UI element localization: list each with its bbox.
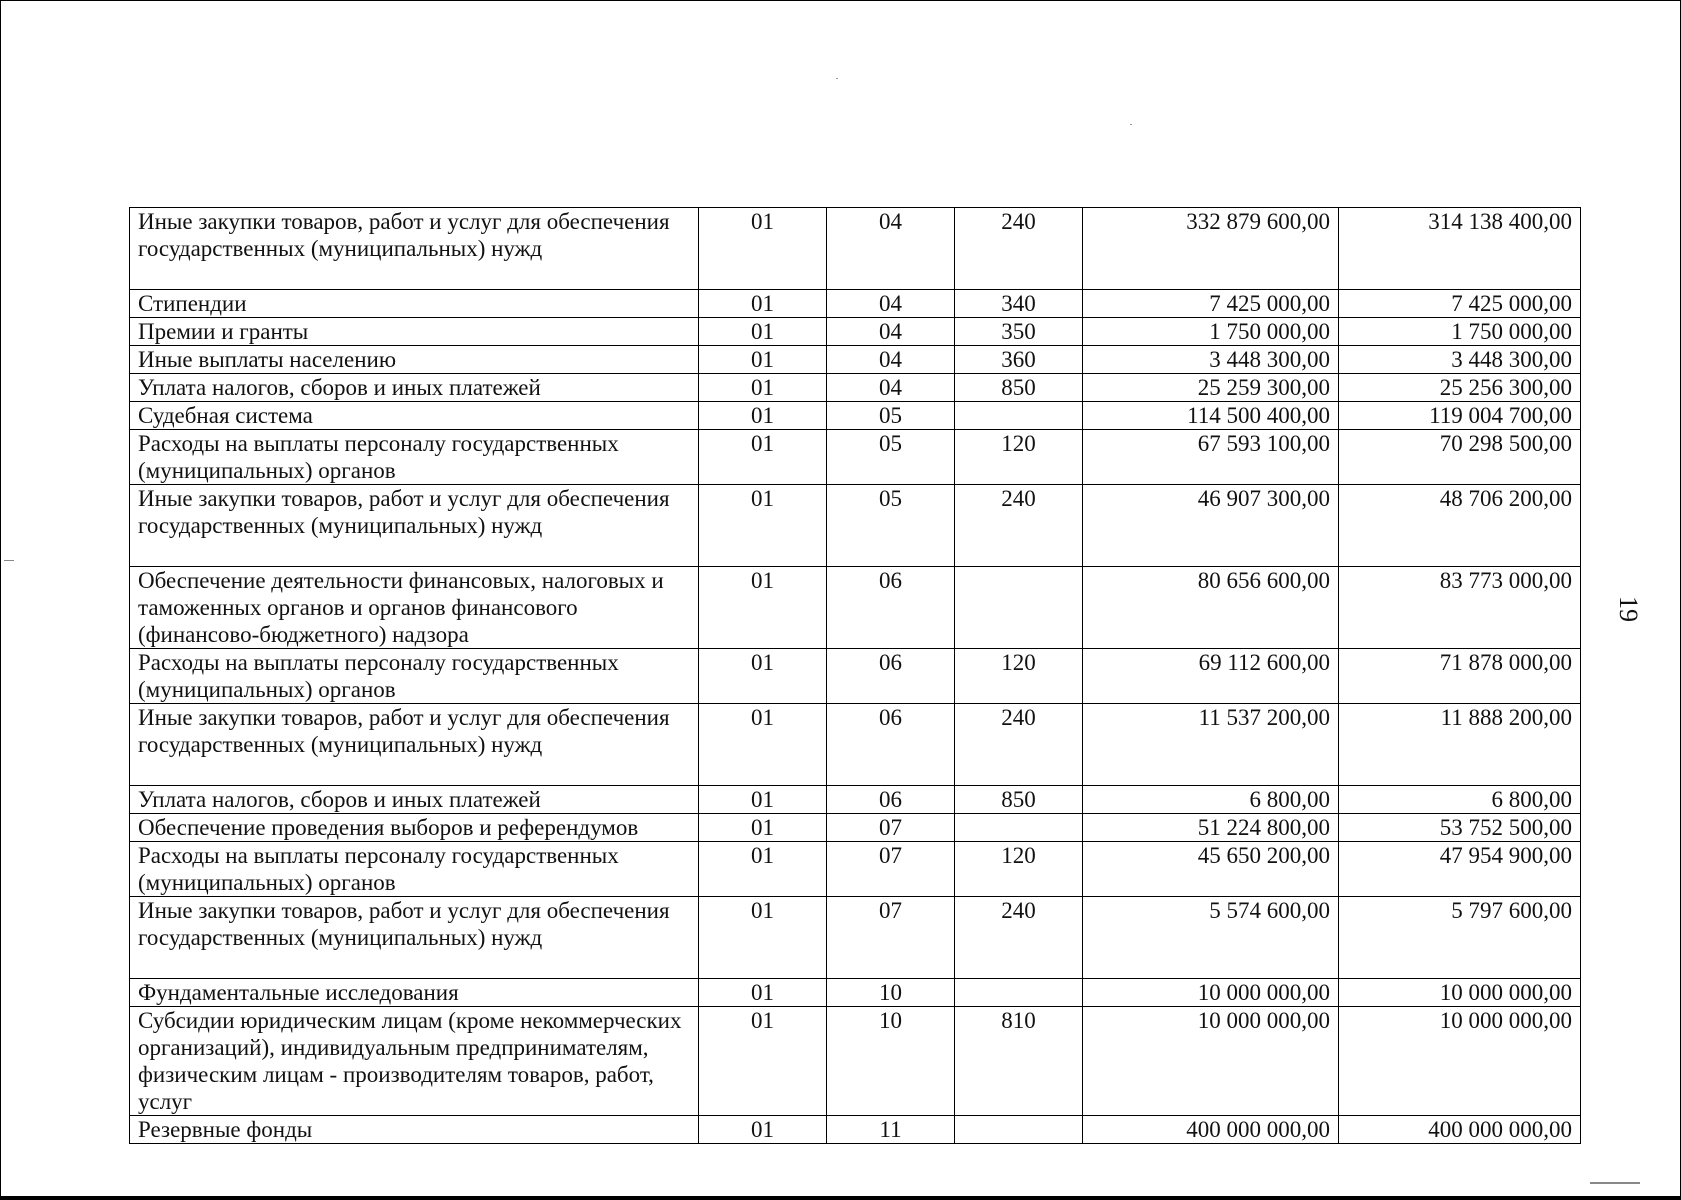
- row-subsection-code: 10: [827, 979, 955, 1007]
- row-amount-2: 400 000 000,00: [1339, 1116, 1581, 1144]
- row-amount-1: 11 537 200,00: [1083, 704, 1339, 786]
- row-subsection-code: 06: [827, 649, 955, 704]
- table-row: [130, 290, 1581, 318]
- row-name: Судебная система: [130, 402, 699, 430]
- table-row: [130, 208, 1581, 290]
- row-amount-1: 400 000 000,00: [1083, 1116, 1339, 1144]
- row-subsection-code: 10: [827, 1007, 955, 1116]
- row-amount-2: 47 954 900,00: [1339, 842, 1581, 897]
- table-row: [130, 1007, 1581, 1116]
- row-amount-2: 6 800,00: [1339, 786, 1581, 814]
- row-expense-type-code: [955, 402, 1083, 430]
- table-row: [130, 1116, 1581, 1144]
- row-subsection-code: 11: [827, 1116, 955, 1144]
- table-row: [130, 485, 1581, 567]
- row-subsection-code: 04: [827, 208, 955, 290]
- row-expense-type-code: 810: [955, 1007, 1083, 1116]
- table-row: [130, 897, 1581, 979]
- table-row: [130, 649, 1581, 704]
- row-expense-type-code: 240: [955, 485, 1083, 567]
- row-name: Иные закупки товаров, работ и услуг для обеспечения государственных (муниципальных) нужд: [130, 208, 699, 290]
- row-expense-type-code: 360: [955, 346, 1083, 374]
- row-amount-2: 10 000 000,00: [1339, 979, 1581, 1007]
- row-name: Иные закупки товаров, работ и услуг для обеспечения государственных (муниципальных) нужд: [130, 704, 699, 786]
- row-amount-1: 1 750 000,00: [1083, 318, 1339, 346]
- row-expense-type-code: 850: [955, 374, 1083, 402]
- table-row: [130, 786, 1581, 814]
- row-amount-2: 71 878 000,00: [1339, 649, 1581, 704]
- row-expense-type-code: 850: [955, 786, 1083, 814]
- row-amount-1: 46 907 300,00: [1083, 485, 1339, 567]
- row-section-code: 01: [699, 346, 827, 374]
- row-section-code: 01: [699, 402, 827, 430]
- row-expense-type-code: 120: [955, 842, 1083, 897]
- row-name: Иные закупки товаров, работ и услуг для обеспечения государственных (муниципальных) нужд: [130, 485, 699, 567]
- row-amount-2: 11 888 200,00: [1339, 704, 1581, 786]
- row-section-code: 01: [699, 649, 827, 704]
- row-expense-type-code: [955, 1116, 1083, 1144]
- row-amount-1: 332 879 600,00: [1083, 208, 1339, 290]
- row-amount-2: 7 425 000,00: [1339, 290, 1581, 318]
- row-name: Расходы на выплаты персоналу государственных (муниципальных) органов: [130, 430, 699, 485]
- row-subsection-code: 07: [827, 897, 955, 979]
- row-amount-2: 119 004 700,00: [1339, 402, 1581, 430]
- row-name: Обеспечение проведения выборов и референдумов: [130, 814, 699, 842]
- row-expense-type-code: 120: [955, 649, 1083, 704]
- row-amount-1: 10 000 000,00: [1083, 979, 1339, 1007]
- row-name: Расходы на выплаты персоналу государственных (муниципальных) органов: [130, 649, 699, 704]
- row-name: Премии и гранты: [130, 318, 699, 346]
- row-amount-2: 25 256 300,00: [1339, 374, 1581, 402]
- row-section-code: 01: [699, 814, 827, 842]
- row-amount-2: 3 448 300,00: [1339, 346, 1581, 374]
- row-expense-type-code: 240: [955, 897, 1083, 979]
- scan-bottom-edge: [0, 1196, 1681, 1200]
- row-name: Иные выплаты населению: [130, 346, 699, 374]
- row-section-code: 01: [699, 430, 827, 485]
- row-amount-2: 5 797 600,00: [1339, 897, 1581, 979]
- row-amount-1: 7 425 000,00: [1083, 290, 1339, 318]
- row-amount-1: 25 259 300,00: [1083, 374, 1339, 402]
- row-section-code: 01: [699, 786, 827, 814]
- row-name: Обеспечение деятельности финансовых, налоговых и таможенных органов и органов финансового (финансово-бюджетного) надзора: [130, 567, 699, 649]
- row-amount-1: 69 112 600,00: [1083, 649, 1339, 704]
- table-row: [130, 318, 1581, 346]
- table-row: [130, 704, 1581, 786]
- page-number: 19: [1614, 596, 1643, 622]
- row-amount-1: 45 650 200,00: [1083, 842, 1339, 897]
- row-subsection-code: 07: [827, 842, 955, 897]
- row-section-code: 01: [699, 318, 827, 346]
- row-section-code: 01: [699, 897, 827, 979]
- row-amount-2: 83 773 000,00: [1339, 567, 1581, 649]
- row-subsection-code: 04: [827, 346, 955, 374]
- row-name: Субсидии юридическим лицам (кроме некоммерческих организаций), индивидуальным предпринимателям, физическим лицам - производителям товаров, работ, услуг: [130, 1007, 699, 1116]
- row-name: Стипендии: [130, 290, 699, 318]
- row-amount-1: 10 000 000,00: [1083, 1007, 1339, 1116]
- row-subsection-code: 05: [827, 402, 955, 430]
- scan-edge-mark: [4, 560, 14, 561]
- row-expense-type-code: 240: [955, 704, 1083, 786]
- table-row: [130, 842, 1581, 897]
- row-amount-1: 3 448 300,00: [1083, 346, 1339, 374]
- row-subsection-code: 04: [827, 290, 955, 318]
- row-amount-2: 314 138 400,00: [1339, 208, 1581, 290]
- row-subsection-code: 05: [827, 485, 955, 567]
- row-amount-1: 5 574 600,00: [1083, 897, 1339, 979]
- row-amount-2: 70 298 500,00: [1339, 430, 1581, 485]
- scan-speck: [836, 78, 838, 79]
- row-subsection-code: 06: [827, 786, 955, 814]
- row-name: Уплата налогов, сборов и иных платежей: [130, 374, 699, 402]
- row-amount-1: 51 224 800,00: [1083, 814, 1339, 842]
- table-row: [130, 567, 1581, 649]
- row-subsection-code: 06: [827, 567, 955, 649]
- row-expense-type-code: 340: [955, 290, 1083, 318]
- row-subsection-code: 04: [827, 374, 955, 402]
- row-section-code: 01: [699, 290, 827, 318]
- row-expense-type-code: 350: [955, 318, 1083, 346]
- row-section-code: 01: [699, 1116, 827, 1144]
- row-amount-2: 53 752 500,00: [1339, 814, 1581, 842]
- row-amount-1: 114 500 400,00: [1083, 402, 1339, 430]
- row-section-code: 01: [699, 842, 827, 897]
- row-name: Фундаментальные исследования: [130, 979, 699, 1007]
- row-expense-type-code: [955, 814, 1083, 842]
- row-amount-1: 67 593 100,00: [1083, 430, 1339, 485]
- row-amount-1: 80 656 600,00: [1083, 567, 1339, 649]
- row-amount-2: 1 750 000,00: [1339, 318, 1581, 346]
- row-name: Резервные фонды: [130, 1116, 699, 1144]
- scan-edge-mark: [1590, 1182, 1640, 1184]
- row-expense-type-code: 120: [955, 430, 1083, 485]
- row-expense-type-code: 240: [955, 208, 1083, 290]
- row-section-code: 01: [699, 485, 827, 567]
- row-section-code: 01: [699, 208, 827, 290]
- row-amount-1: 6 800,00: [1083, 786, 1339, 814]
- table-row: [130, 346, 1581, 374]
- row-subsection-code: 06: [827, 704, 955, 786]
- table-row: [130, 430, 1581, 485]
- row-expense-type-code: [955, 979, 1083, 1007]
- row-section-code: 01: [699, 374, 827, 402]
- table-row: [130, 814, 1581, 842]
- row-name: Расходы на выплаты персоналу государственных (муниципальных) органов: [130, 842, 699, 897]
- row-name: Уплата налогов, сборов и иных платежей: [130, 786, 699, 814]
- row-section-code: 01: [699, 979, 827, 1007]
- row-subsection-code: 07: [827, 814, 955, 842]
- budget-table: [129, 207, 1581, 1144]
- table-row: [130, 979, 1581, 1007]
- row-name: Иные закупки товаров, работ и услуг для обеспечения государственных (муниципальных) нужд: [130, 897, 699, 979]
- row-section-code: 01: [699, 1007, 827, 1116]
- row-subsection-code: 04: [827, 318, 955, 346]
- row-subsection-code: 05: [827, 430, 955, 485]
- row-section-code: 01: [699, 567, 827, 649]
- row-section-code: 01: [699, 704, 827, 786]
- row-amount-2: 48 706 200,00: [1339, 485, 1581, 567]
- row-amount-2: 10 000 000,00: [1339, 1007, 1581, 1116]
- scan-speck: [1130, 124, 1132, 125]
- table-row: [130, 374, 1581, 402]
- table-row: [130, 402, 1581, 430]
- row-expense-type-code: [955, 567, 1083, 649]
